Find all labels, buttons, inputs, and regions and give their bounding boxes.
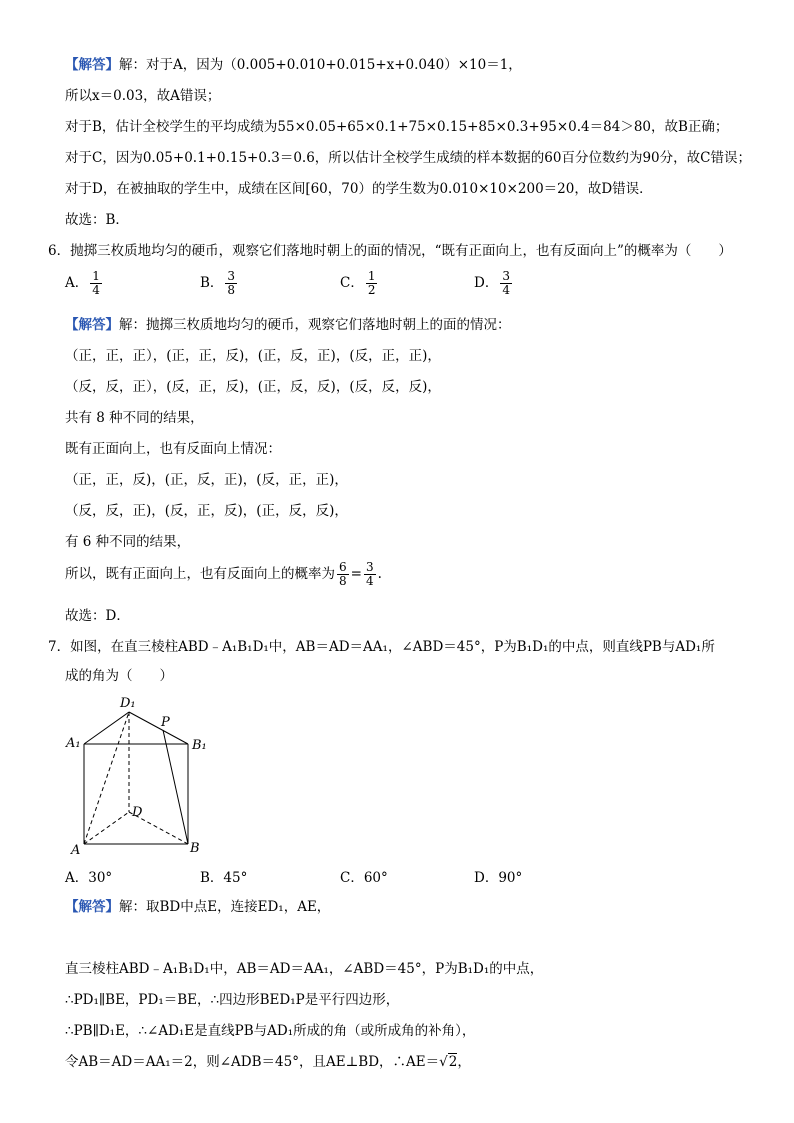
label-b: B	[190, 841, 200, 856]
answer-tag: 【解答】	[65, 317, 119, 333]
segment-a-d1	[84, 712, 129, 844]
q6-sol-line8: 有 6 种不同的结果，	[65, 534, 191, 550]
sol5-line1: 【解答】解：对于A，因为（0.005+0.010+0.015+x+0.040）×10＝1，	[65, 57, 522, 73]
label-d1: D₁	[120, 696, 136, 711]
q7-sol-line2: 直三棱柱ABD﹣A₁B₁D₁中，AB＝AD＝AA₁，∠ABD＝45°，P为B₁D₁的中点，	[65, 961, 544, 977]
edge-a1-d1	[84, 712, 129, 744]
q7-sol-line5: 令AB＝AD＝AA₁＝2，则∠ADB＝45°，且AE⊥BD，∴AE＝√2，	[65, 1054, 471, 1070]
sol5-line5: 对于D，在被抽取的学生中，成绩在区间[60，70）的学生数为0.010×10×200＝20，故D错误．	[65, 181, 653, 197]
sqrt-symbol: √2	[439, 1054, 458, 1070]
q6-sol-line4: 共有 8 种不同的结果，	[65, 410, 204, 426]
q6-option-b: B． $\frac{3}{8}$	[200, 269, 236, 297]
label-b1: B₁	[192, 738, 207, 753]
q6-sol-line6: （正，正，反)，(正，反，正)，(反，正，正)，	[65, 472, 348, 488]
label-a: A	[71, 843, 81, 858]
label-d: D	[132, 805, 143, 820]
q6-stem: 6．抛掷三枚质地均匀的硬币，观察它们落地时朝上的面的情况，“既有正面向上，也有反面向上”的概率为（ ）	[48, 243, 732, 259]
q6-option-c: C． $\frac{1}{2}$	[340, 269, 376, 297]
q6-option-a: A． $\frac{1}{4}$	[65, 269, 100, 297]
q7-stem-line1: 7．如图，在直三棱柱ABD﹣A₁B₁D₁中，AB＝AD＝AA₁，∠ABD＝45°，P为B₁D₁的中点，则直线PB与AD₁所	[48, 639, 715, 655]
q6-sol-line10: 故选：D．	[65, 608, 130, 624]
answer-tag: 【解答】	[65, 57, 119, 73]
q6-option-d: D． $\frac{3}{4}$	[474, 269, 510, 297]
q7-option-a: A．30°	[65, 870, 113, 886]
segment-p-b	[163, 730, 188, 844]
q6-sol-line9: 所以，既有正面向上，也有反面向上的概率为 $\frac{6}{8}$ = $\frac{3}{4}$ .	[65, 560, 382, 588]
q7-sol-line4: ∴PB∥D₁E，∴∠AD₁E是直线PB与AD₁所成的角（或所成角的补角），	[65, 1023, 476, 1039]
sol5-line4: 对于C，因为0.05+0.1+0.15+0.3＝0.6，所以估计全校学生成绩的样本数据的60百分位数约为90分，故C错误；	[65, 150, 751, 166]
label-a1: A₁	[66, 736, 81, 751]
q6-sol-line1: 【解答】解：抛掷三枚质地均匀的硬币，观察它们落地时朝上的面的情况：	[65, 317, 511, 333]
q6-sol-line2: （正，正，正），(正，正，反)，(正，反，正)，(反，正，正)，	[65, 348, 441, 364]
q7-stem-line2: 成的角为（ ）	[65, 668, 173, 684]
edge-d1-b1	[129, 712, 188, 744]
q6-sol-line5: 既有正面向上，也有反面向上情况：	[65, 441, 281, 457]
q7-sol-line1: 【解答】解：取BD中点E，连接ED₁，AE，	[65, 899, 331, 915]
sol5-line6: 故选：B．	[65, 212, 129, 228]
edge-a-d	[84, 812, 129, 844]
q6-sol-line7: （反，反，正)，(反，正，反)，(正，反，反)，	[65, 503, 348, 519]
q6-sol-line3: （反，反，正），(反，正，反)，(正，反，反)，(反，反，反)，	[65, 379, 441, 395]
sol5-line2: 所以x＝0.03，故A错误；	[65, 88, 221, 104]
q7-sol-line3: ∴PD₁∥BE，PD₁＝BE，∴四边形BED₁P是平行四边形，	[65, 992, 400, 1008]
q7-option-d: D．90°	[474, 870, 523, 886]
answer-tag: 【解答】	[65, 899, 119, 915]
sol5-line3: 对于B，估计全校学生的平均成绩为55×0.05+65×0.1+75×0.15+85×0.3+95×0.4＝84＞80，故B正确；	[65, 119, 729, 135]
label-p: P	[161, 715, 170, 730]
q7-option-b: B．45°	[200, 870, 248, 886]
prism-figure	[60, 692, 220, 862]
q7-option-c: C．60°	[340, 870, 388, 886]
